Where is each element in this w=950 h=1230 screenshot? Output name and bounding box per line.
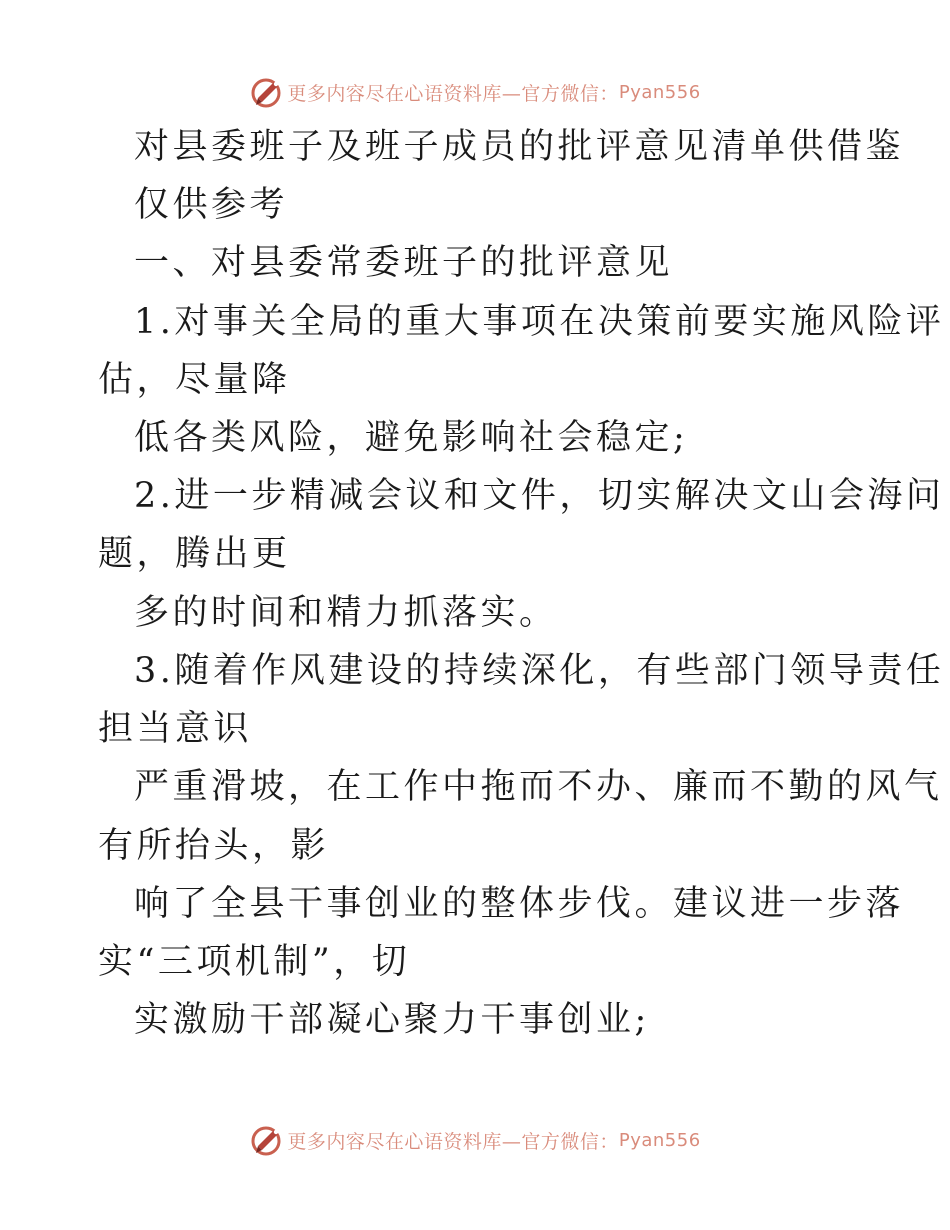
text-line: 实激励干部凝心聚力干事创业; [134, 1000, 650, 1040]
text-line: 多的时间和精力抓落实。 [134, 593, 558, 633]
watermark-wechat-id: Pyan556 [618, 1129, 701, 1151]
pen-logo-icon [249, 1122, 285, 1158]
text-line: 低各类风险，避免影响社会稳定; [134, 418, 689, 458]
text-line: 有所抬头，影 [98, 826, 330, 866]
watermark-text: 更多内容尽在心语资料库—官方微信： [287, 1130, 619, 1153]
watermark-banner-top [0, 72, 950, 112]
text-line: 严重滑坡，在工作中拖而不办、廉而不勤的风气 [134, 767, 943, 807]
section-heading: 一、对县委常委班子的批评意见 [134, 243, 674, 283]
text-line: 2.进一步精减会议和文件，切实解决文山会海问 [134, 476, 945, 516]
text-line: 响了全县干事创业的整体步伐。建议进一步落 [134, 884, 905, 924]
text-line: 担当意识 [98, 709, 253, 749]
watermark-banner-bottom [0, 1120, 950, 1160]
text-line: 1.对事关全局的重大事项在决策前要实施风险评 [134, 302, 945, 342]
document-note: 仅供参考 [134, 185, 289, 225]
pen-logo-icon [249, 74, 285, 110]
watermark-wechat-id: Pyan556 [618, 81, 701, 103]
text-line: 估，尽量降 [98, 360, 291, 400]
text-line: 3.随着作风建设的持续深化，有些部门领导责任 [134, 651, 945, 691]
document-title: 对县委班子及班子成员的批评意见清单供借鉴 [134, 127, 905, 167]
watermark-text: 更多内容尽在心语资料库—官方微信： [287, 82, 619, 105]
text-line: 题，腾出更 [98, 534, 291, 574]
text-line: 实“三项机制”，切 [98, 942, 411, 982]
